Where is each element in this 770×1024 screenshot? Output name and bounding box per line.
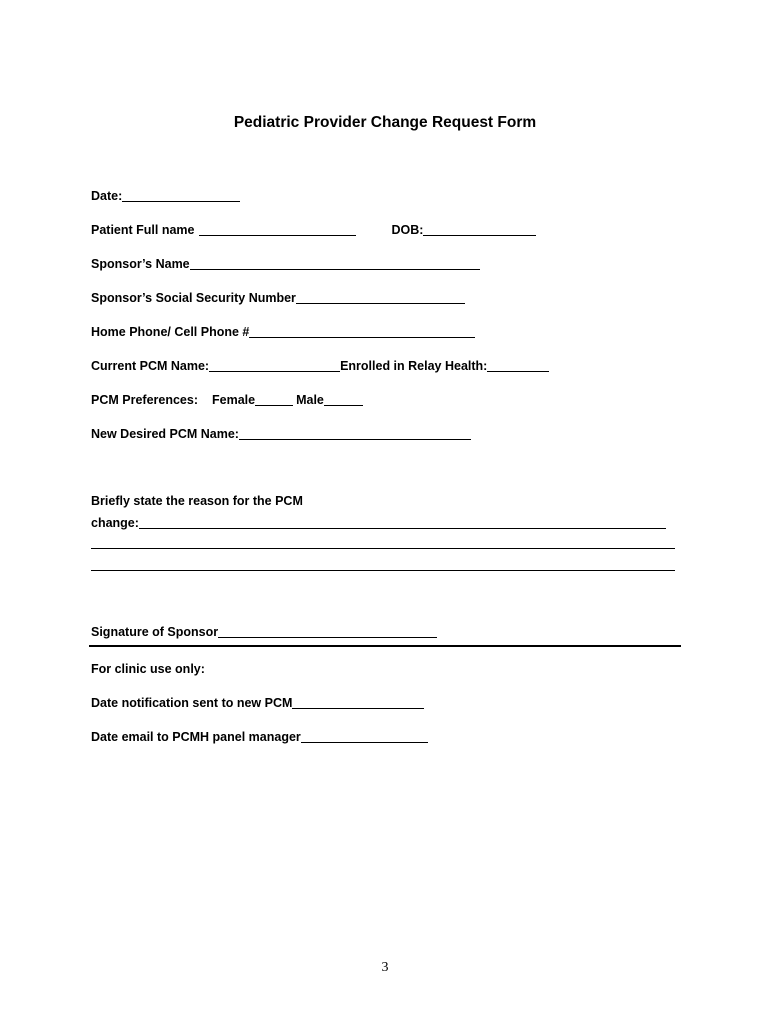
section-divider (89, 645, 681, 647)
reason-field-line-1[interactable] (139, 516, 666, 529)
current-pcm-field[interactable] (209, 359, 340, 372)
female-field[interactable] (255, 393, 293, 406)
phone-label: Home Phone/ Cell Phone # (91, 325, 250, 339)
male-field[interactable] (324, 393, 363, 406)
reason-field-line-3[interactable] (91, 570, 675, 571)
reason-label: Briefly state the reason for the PCM (91, 494, 303, 508)
dob-label: DOB: (391, 223, 424, 237)
clinic-use-heading: For clinic use only: (91, 662, 205, 676)
new-pcm-field[interactable] (239, 427, 471, 440)
reason-change-label: change: (91, 516, 139, 530)
form-title: Pediatric Provider Change Request Form (233, 114, 537, 131)
notification-field[interactable] (292, 696, 424, 709)
sponsor-ssn-field[interactable] (296, 291, 465, 304)
sponsor-name-field[interactable] (190, 257, 480, 270)
signature-field[interactable] (218, 625, 437, 638)
sponsor-ssn-label: Sponsor’s Social Security Number (91, 291, 296, 305)
signature-label: Signature of Sponsor (91, 625, 219, 639)
signature-row (91, 624, 437, 640)
date-label: Date: (91, 189, 123, 203)
relay-health-field[interactable] (487, 359, 549, 372)
reason-field-line-2[interactable] (91, 548, 675, 549)
notification-label: Date notification sent to new PCM (91, 696, 293, 710)
female-label: Female (212, 393, 256, 407)
sponsor-name-row (91, 256, 480, 272)
dob-field[interactable] (423, 223, 536, 236)
date-field[interactable] (122, 189, 240, 202)
email-label: Date email to PCMH panel manager (91, 730, 301, 744)
phone-field[interactable] (249, 325, 475, 338)
male-label: Male (296, 393, 324, 407)
new-pcm-row (91, 426, 471, 442)
relay-health-label: Enrolled in Relay Health: (340, 359, 488, 373)
new-pcm-label: New Desired PCM Name: (91, 427, 239, 441)
reason-label-row (91, 493, 303, 509)
email-field[interactable] (301, 730, 428, 743)
pcm-preferences-label: PCM Preferences: (91, 393, 198, 407)
notification-row (91, 695, 424, 711)
pcm-preferences-row (91, 392, 363, 408)
page-number: 3 (381, 960, 389, 975)
clinic-use-heading-row (91, 661, 205, 677)
phone-row (91, 324, 475, 340)
patient-name-field[interactable] (199, 223, 356, 236)
patient-name-label: Patient Full name (91, 223, 195, 237)
current-pcm-row (91, 358, 549, 374)
date-row (91, 188, 240, 204)
sponsor-ssn-row (91, 290, 465, 306)
patient-row (91, 222, 536, 238)
email-row (91, 729, 428, 745)
reason-change-row (91, 515, 666, 531)
current-pcm-label: Current PCM Name: (91, 359, 210, 373)
sponsor-name-label: Sponsor’s Name (91, 257, 190, 271)
